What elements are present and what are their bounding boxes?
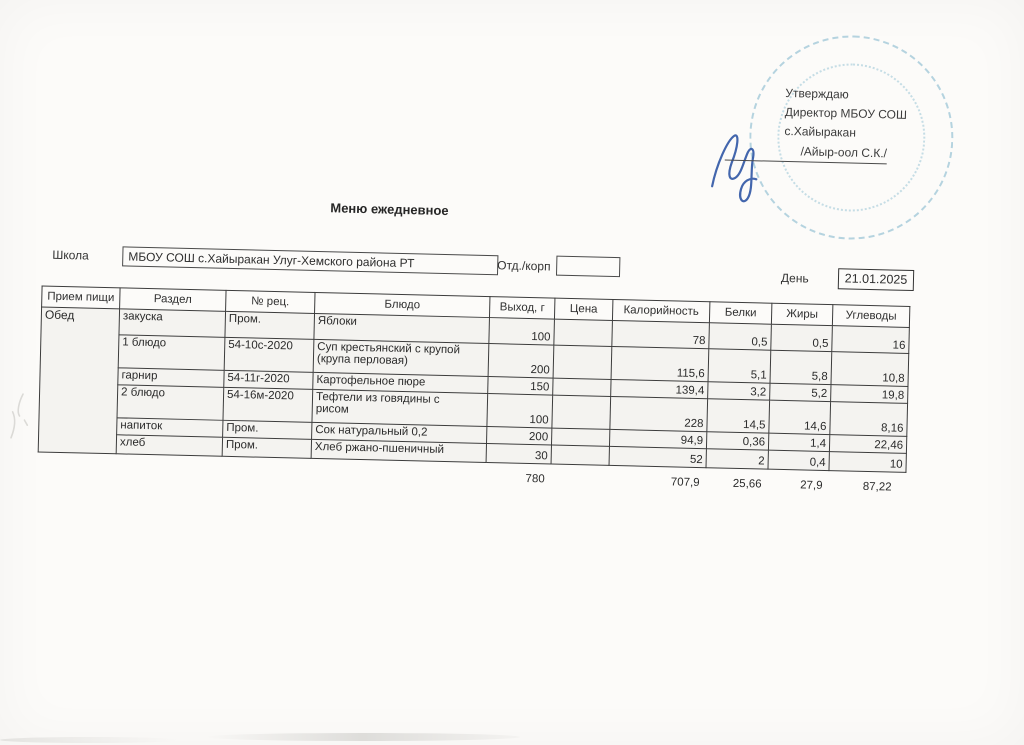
price-cell xyxy=(553,345,612,379)
price-cell xyxy=(553,378,611,396)
calories-cell: 139,4 xyxy=(611,379,708,398)
carbs-cell: 8,16 xyxy=(830,402,908,437)
total-protein: 25,66 xyxy=(732,477,762,491)
protein-cell: 0,5 xyxy=(709,323,772,350)
col-header-recipe: № рец. xyxy=(226,290,315,313)
fat-cell: 14,6 xyxy=(769,400,831,434)
price-cell xyxy=(551,428,609,446)
scan-smudge xyxy=(205,733,520,741)
approval-line-2: Директор МБОУ СОШ xyxy=(784,104,908,122)
fat-cell: 5,2 xyxy=(770,383,831,401)
carbs-cell: 16 xyxy=(832,326,910,354)
fat-cell: 0,4 xyxy=(768,450,829,470)
recipe-cell: 54-10с-2020 xyxy=(224,337,314,372)
section-cell: хлеб xyxy=(116,435,222,456)
dept-label: Отд./корп xyxy=(497,258,551,274)
section-cell: напиток xyxy=(117,418,223,437)
approval-line-1: Утверждаю xyxy=(785,85,849,102)
col-header-calories: Калорийность xyxy=(612,299,709,322)
protein-cell: 0,36 xyxy=(706,432,768,450)
dish-cell: Картофельное пюре xyxy=(313,372,488,393)
col-header-dish: Блюдо xyxy=(315,292,490,317)
carbs-cell: 19,8 xyxy=(831,385,908,404)
total-price xyxy=(551,464,610,488)
calories-cell: 228 xyxy=(610,396,708,431)
output-cell: 30 xyxy=(486,444,551,465)
approval-block xyxy=(784,84,907,144)
recipe-cell: Пром. xyxy=(223,420,312,439)
school-label: Школа xyxy=(52,247,89,263)
day-field: 21.01.2025 xyxy=(838,268,914,291)
section-cell: 1 блюдо xyxy=(118,335,225,370)
price-cell xyxy=(552,395,611,429)
protein-cell: 3,2 xyxy=(708,382,770,400)
calories-cell: 94,9 xyxy=(609,429,706,448)
fat-cell: 0,5 xyxy=(771,324,833,351)
school-field: МБОУ СОШ с.Хайыракан Улуг-Хемского района РТ xyxy=(122,246,498,275)
col-header-price: Цена xyxy=(554,298,612,320)
price-cell xyxy=(551,445,609,465)
dish-cell: Яблоки xyxy=(314,313,490,343)
fat-cell: 5,8 xyxy=(770,350,832,384)
protein-cell: 5,1 xyxy=(708,349,771,383)
price-cell xyxy=(554,319,613,346)
recipe-cell: 54-16м-2020 xyxy=(223,387,313,422)
meal-cell: Обед xyxy=(38,307,119,454)
director-name: /Айыр-оол С.К./ xyxy=(800,144,888,161)
calories-cell: 52 xyxy=(609,446,706,467)
col-header-protein: Белки xyxy=(709,302,771,324)
recipe-cell: Пром. xyxy=(222,437,311,458)
scanned-page xyxy=(8,14,974,736)
section-cell: гарнир xyxy=(118,368,224,387)
dish-cell: Тефтели из говядины с рисом xyxy=(312,389,488,426)
carbs-cell: 10 xyxy=(829,452,906,473)
output-cell: 200 xyxy=(488,344,554,379)
signature-icon xyxy=(706,122,786,208)
col-header-section: Раздел xyxy=(120,288,226,311)
recipe-cell: Пром. xyxy=(225,311,315,339)
total-output: 780 xyxy=(525,472,545,486)
dept-field xyxy=(556,256,620,278)
section-cell: закуска xyxy=(119,309,226,337)
fat-cell: 1,4 xyxy=(768,433,829,451)
page-title: Меню ежедневное xyxy=(330,200,449,219)
output-cell: 100 xyxy=(487,394,553,429)
menu-table xyxy=(37,285,910,494)
output-cell: 200 xyxy=(487,427,552,446)
protein-cell: 2 xyxy=(706,449,768,469)
signature-line xyxy=(725,140,887,165)
dish-cell: Сок натуральный 0,2 xyxy=(312,422,487,443)
dish-cell: Суп крестьянский с крупой (крупа перловая) xyxy=(313,339,489,376)
scan-smudge xyxy=(0,737,180,743)
total-fat: 27,9 xyxy=(800,479,823,492)
calories-cell: 78 xyxy=(612,320,710,348)
protein-cell: 14,5 xyxy=(707,399,770,433)
col-header-carbs: Углеводы xyxy=(832,305,909,328)
day-label: День xyxy=(780,270,809,286)
pencil-mark xyxy=(2,386,37,447)
dish-cell: Хлеб ржано-пшеничный xyxy=(311,439,486,462)
total-carbs: 87,22 xyxy=(862,480,892,494)
col-header-output: Выход, г xyxy=(489,297,554,320)
col-header-meal: Прием пищи xyxy=(42,286,120,309)
col-header-fat: Жиры xyxy=(771,303,832,325)
carbs-cell: 22,46 xyxy=(829,435,906,454)
total-calories: 707,9 xyxy=(670,476,700,490)
output-cell: 150 xyxy=(488,377,553,396)
calories-cell: 115,6 xyxy=(611,346,709,381)
section-cell: 2 блюдо xyxy=(117,385,224,420)
output-cell: 100 xyxy=(489,318,555,346)
approval-line-3: с.Хайыракан xyxy=(784,123,857,140)
recipe-cell: 54-11г-2020 xyxy=(224,370,313,389)
carbs-cell: 10,8 xyxy=(831,352,909,387)
